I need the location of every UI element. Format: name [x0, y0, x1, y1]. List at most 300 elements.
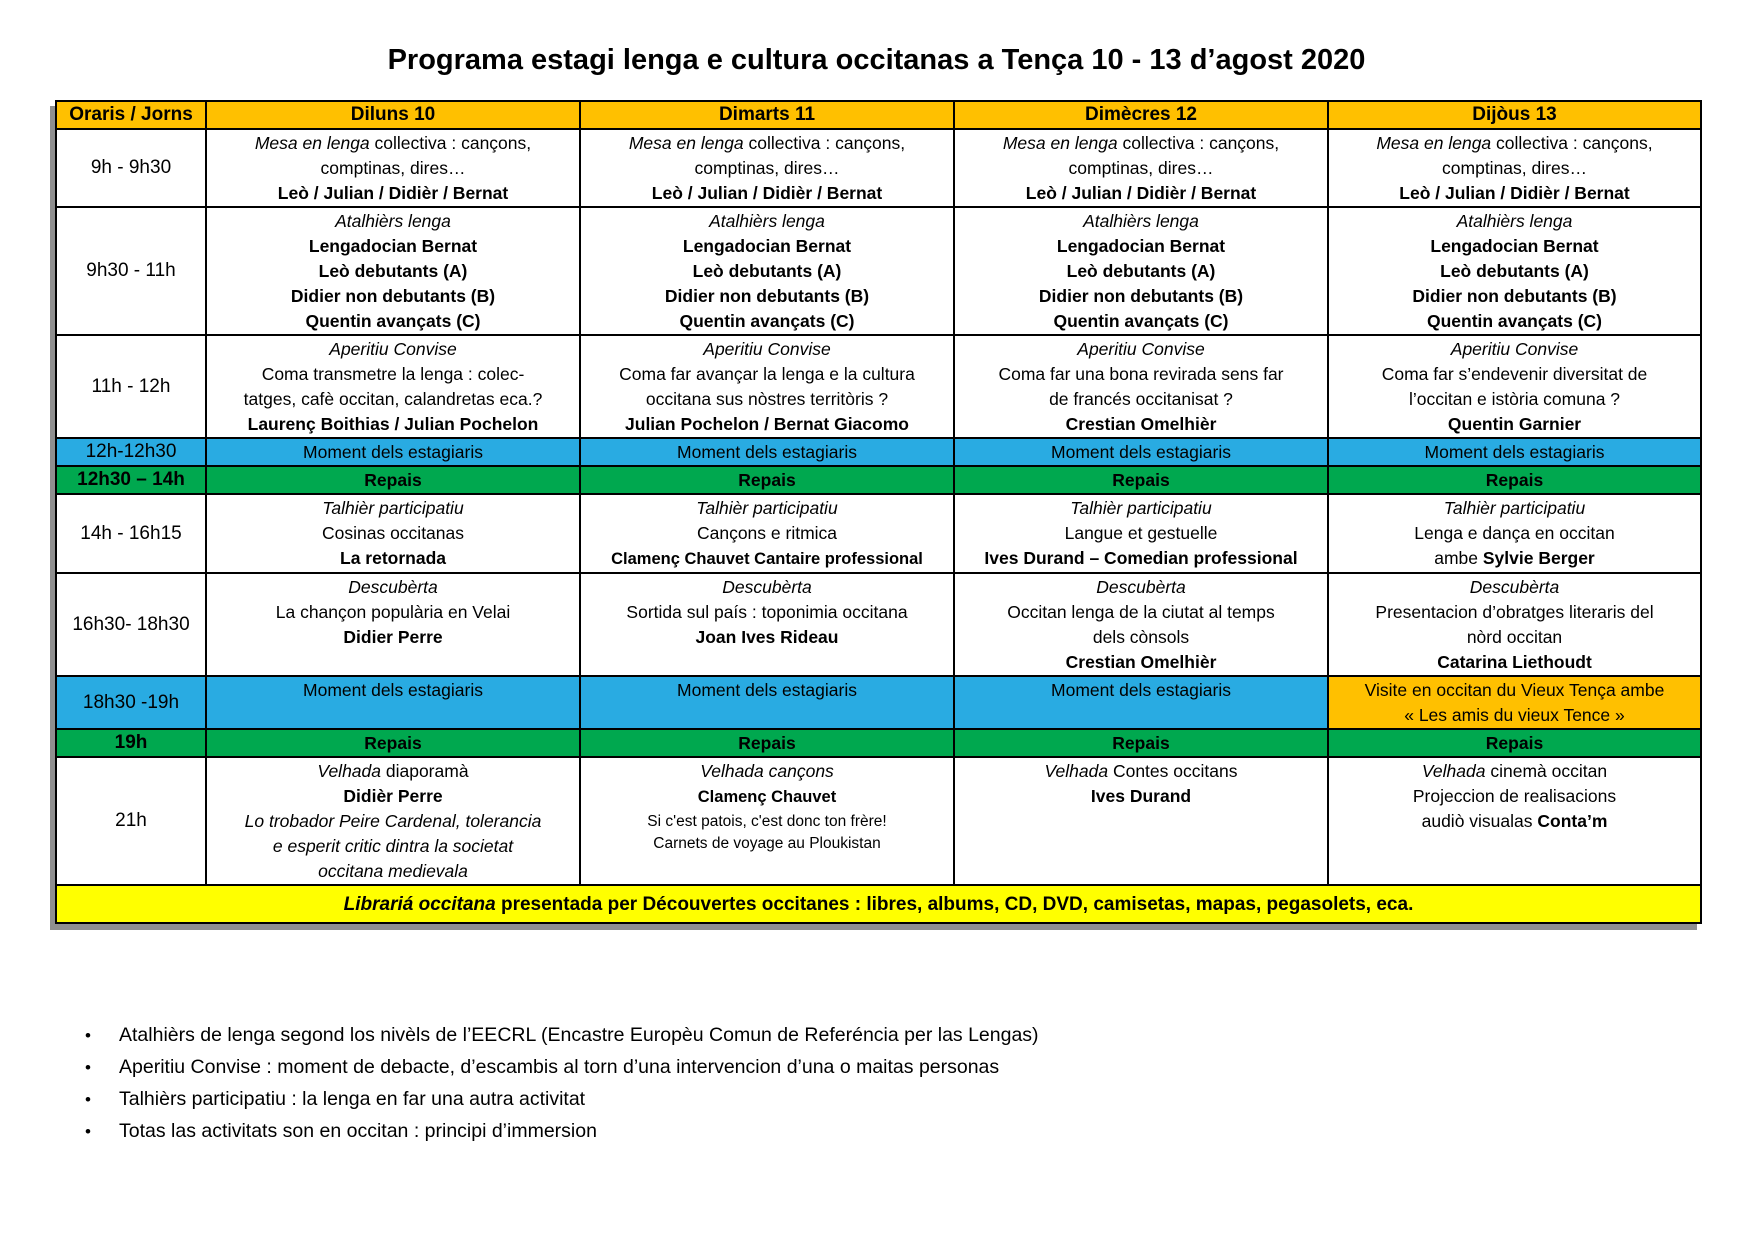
schedule-cell: [954, 757, 1328, 885]
schedule-row: [56, 335, 1701, 438]
cell-line: [1331, 784, 1698, 809]
cell-line: [957, 784, 1325, 809]
text-run: Lengadocian Bernat: [308, 236, 478, 256]
text-run: Coma far una bona revirada sens far: [998, 364, 1284, 384]
time-cell: 16h30- 18h30: [56, 573, 206, 676]
text-run: collectiva : cançons,: [369, 133, 532, 153]
note-item: [75, 1056, 1039, 1079]
cell-line: [1331, 546, 1698, 571]
time-cell: 18h30 -19h: [56, 676, 206, 729]
cell-line: [957, 337, 1325, 362]
cell-line: [957, 575, 1325, 600]
schedule-cell: [580, 676, 954, 729]
text-run: Repais: [364, 733, 422, 753]
schedule-cell: [206, 129, 580, 207]
cell-line: [209, 362, 577, 387]
text-run: Quentin avançats (C): [305, 311, 481, 331]
note-item: [75, 1088, 1039, 1111]
cell-line: [1331, 625, 1698, 650]
text-run: Repais: [1112, 733, 1170, 753]
text-run: Mesa en lenga: [628, 133, 744, 153]
time-cell: 11h - 12h: [56, 335, 206, 438]
schedule-cell: [1328, 676, 1701, 729]
cell-line: [583, 810, 951, 832]
text-run: Coma transmetre la lenga : colec-: [261, 364, 525, 384]
schedule-cell: [206, 466, 580, 494]
schedule-cell: [580, 757, 954, 885]
text-run: Atalhièrs lenga: [1456, 211, 1573, 231]
text-run: collectiva : cançons,: [1491, 133, 1653, 153]
schedule-cell: [954, 494, 1328, 573]
schedule-row: [56, 757, 1701, 885]
cell-line: [957, 678, 1325, 703]
cell-line: [1331, 181, 1698, 206]
cell-line: [209, 678, 577, 703]
cell-line: [583, 234, 951, 259]
text-run: presentada per Découvertes occitanes : libres, albums, CD, DVD, camisetas, mapas, pegasolets, eca.: [495, 893, 1414, 915]
cell-line: [957, 284, 1325, 309]
cell-line: [957, 234, 1325, 259]
text-run: La retornada: [340, 548, 446, 568]
text-run: Leò / Julian / Didièr / Bernat: [277, 183, 509, 203]
text-run: Lengadocian Bernat: [682, 236, 852, 256]
text-run: Leò / Julian / Didièr / Bernat: [651, 183, 883, 203]
schedule-row: [56, 729, 1701, 757]
cell-line: [209, 759, 577, 784]
text-run: Velhada cançons: [700, 761, 834, 781]
cell-line: [957, 440, 1325, 465]
time-cell: 12h30 – 14h: [56, 466, 206, 494]
cell-line: [957, 131, 1325, 156]
schedule-cell: [954, 207, 1328, 335]
time-cell: 12h-12h30: [56, 438, 206, 466]
cell-line: [583, 131, 951, 156]
text-run: ambe: [1434, 548, 1483, 568]
text-run: Leò debutants (A): [692, 261, 842, 281]
schedule-cell: [954, 676, 1328, 729]
column-header: Dimècres 12: [954, 101, 1328, 129]
cell-line: [957, 731, 1325, 756]
text-run: Aperitiu Convise: [1450, 339, 1579, 359]
text-run: Mesa en lenga: [1002, 133, 1118, 153]
text-run: Moment dels estagiaris: [1051, 680, 1231, 700]
text-run: comptinas, dires…: [1442, 158, 1587, 178]
cell-line: [583, 156, 951, 181]
schedule-cell: [1328, 573, 1701, 676]
text-run: Repais: [1112, 470, 1170, 490]
cell-line: [583, 337, 951, 362]
schedule-cell: [954, 466, 1328, 494]
text-run: Laurenç Boithias / Julian Pochelon: [247, 414, 539, 434]
text-run: Moment dels estagiaris: [1051, 442, 1231, 462]
text-run: Aperitiu Convise: [1077, 339, 1205, 359]
schedule-cell: [954, 335, 1328, 438]
text-run: Aperitiu Convise: [329, 339, 457, 359]
banner-row: [56, 885, 1701, 923]
header-row: [56, 101, 1701, 129]
text-run: Si c'est patois, c'est donc ton frère!: [647, 813, 887, 830]
text-run: occitana medievala: [318, 861, 468, 881]
text-run: Ives Durand – Comedian professional: [984, 548, 1298, 568]
note-text: Aperitiu Convise : moment de debacte, d’escambis al torn d’una intervencion d’una o maitas personas: [119, 1056, 1000, 1078]
cell-line: [209, 784, 577, 809]
text-run: diaporamà: [381, 761, 469, 781]
library-banner: [56, 885, 1701, 923]
cell-line: [957, 259, 1325, 284]
text-run: Repais: [738, 470, 796, 490]
cell-line: [1331, 650, 1698, 675]
cell-line: [209, 309, 577, 334]
text-run: Carnets de voyage au Ploukistan: [653, 835, 881, 852]
cell-line: [1331, 521, 1698, 546]
text-run: de francés occitanisat ?: [1049, 389, 1233, 409]
schedule-cell: [580, 207, 954, 335]
schedule-cell: [580, 466, 954, 494]
text-run: Lo trobador Peire Cardenal, tolerancia: [244, 811, 542, 831]
cell-line: [957, 625, 1325, 650]
schedule-cell: [1328, 729, 1701, 757]
text-run: l’occitan e istòria comuna ?: [1408, 389, 1621, 409]
schedule-row: [56, 466, 1701, 494]
cell-line: [583, 387, 951, 412]
text-run: Descubèrta: [722, 577, 812, 597]
text-run: Coma far avançar la lenga e la cultura: [619, 364, 915, 384]
text-run: cinemà occitan: [1485, 761, 1608, 781]
cell-line: [209, 575, 577, 600]
cell-line: [1331, 496, 1698, 521]
cell-line: [957, 468, 1325, 493]
text-run: Clamenç Chauvet Cantaire professional: [611, 550, 923, 568]
text-run: Leò debutants (A): [1066, 261, 1216, 281]
schedule-cell: [954, 729, 1328, 757]
text-run: Quentin avançats (C): [1053, 311, 1229, 331]
text-run: Quentin avançats (C): [1426, 311, 1603, 331]
cell-line: [1331, 440, 1698, 465]
schedule-cell: [206, 676, 580, 729]
time-cell: 9h - 9h30: [56, 129, 206, 207]
text-run: Leò debutants (A): [1440, 261, 1589, 281]
cell-line: [209, 521, 577, 546]
text-run: Talhièr participatiu: [1070, 498, 1212, 518]
cell-line: [209, 834, 577, 859]
cell-line: [209, 259, 577, 284]
cell-line: [209, 387, 577, 412]
schedule-cell: [1328, 466, 1701, 494]
document-title: Programa estagi lenga e cultura occitanas a Tença 10 - 13 d’agost 2020: [387, 44, 1366, 76]
text-run: Aperitiu Convise: [703, 339, 831, 359]
schedule-cell: [954, 129, 1328, 207]
bullet-icon: [75, 1120, 119, 1143]
text-run: Crestian Omelhièr: [1065, 414, 1217, 434]
text-run: Moment dels estagiaris: [677, 680, 857, 700]
corner-header: Oraris / Jorns: [56, 101, 206, 129]
schedule-cell: [580, 573, 954, 676]
note-text: Atalhièrs de lenga segond los nivèls de l’EECRL (Encastre Europèu Comun de Referéncia per las Lengas): [119, 1024, 1039, 1046]
schedule-row: [56, 676, 1701, 729]
text-run: Presentacion d’obratges literaris del: [1375, 602, 1654, 622]
schedule-row: [56, 494, 1701, 573]
text-run: Moment dels estagiaris: [1424, 442, 1605, 462]
text-run: Didier non debutants (B): [664, 286, 870, 306]
text-run: Repais: [1485, 733, 1544, 753]
text-run: Velhada: [1421, 761, 1486, 781]
cell-line: [957, 412, 1325, 437]
schedule-cell: [954, 438, 1328, 466]
text-run: audiò visualas: [1421, 811, 1538, 831]
cell-line: [957, 496, 1325, 521]
cell-line: [209, 412, 577, 437]
cell-line: [209, 284, 577, 309]
cell-line: [209, 731, 577, 756]
schedule-cell: [1328, 438, 1701, 466]
text-run: Atalhièrs lenga: [709, 211, 825, 231]
cell-line: [583, 362, 951, 387]
cell-line: [209, 337, 577, 362]
cell-line: [583, 209, 951, 234]
schedule-cell: [580, 438, 954, 466]
cell-line: [957, 387, 1325, 412]
cell-line: [957, 521, 1325, 546]
text-run: Talhièr participatiu: [1443, 498, 1586, 518]
cell-line: [209, 181, 577, 206]
column-header: Dijòus 13: [1328, 101, 1701, 129]
time-cell: 19h: [56, 729, 206, 757]
text-run: e esperit critic dintra la societat: [272, 836, 514, 856]
bullet-icon: [75, 1056, 119, 1079]
bullet-icon: [75, 1088, 119, 1111]
text-run: Moment dels estagiaris: [303, 680, 483, 700]
text-run: Velhada: [1044, 761, 1109, 781]
cell-line: [583, 440, 951, 465]
schedule-cell: [206, 729, 580, 757]
text-run: Leò / Julian / Didièr / Bernat: [1399, 183, 1630, 203]
text-run: Librariá occitana: [343, 893, 496, 915]
cell-line: [583, 521, 951, 546]
cell-line: [209, 468, 577, 493]
text-run: Lenga e dança en occitan: [1414, 523, 1615, 543]
text-run: Leò / Julian / Didièr / Bernat: [1025, 183, 1257, 203]
cell-line: [1331, 412, 1698, 437]
text-run: Atalhièrs lenga: [335, 211, 451, 231]
cell-line: [583, 575, 951, 600]
cell-line: [1331, 337, 1698, 362]
text-run: Ives Durand: [1090, 786, 1192, 806]
text-run: Didier non debutants (B): [290, 286, 496, 306]
cell-line: [1331, 468, 1698, 493]
text-run: comptinas, dires…: [320, 158, 466, 178]
text-run: Lengadocian Bernat: [1430, 236, 1599, 256]
schedule-row: [56, 573, 1701, 676]
schedule-cell: [206, 335, 580, 438]
text-run: « Les amis du vieux Tence »: [1404, 705, 1625, 725]
cell-line: [209, 546, 577, 571]
cell-line: [1331, 131, 1698, 156]
time-cell: 9h30 - 11h: [56, 207, 206, 335]
text-run: Julian Pochelon / Bernat Giacomo: [625, 414, 909, 434]
cell-line: [209, 234, 577, 259]
note-item: [75, 1024, 1039, 1047]
cell-line: [957, 209, 1325, 234]
text-run: Joan Ives Rideau: [695, 627, 839, 647]
cell-line: [957, 362, 1325, 387]
cell-line: [583, 784, 951, 810]
cell-line: [1331, 731, 1698, 756]
schedule-cell: [206, 438, 580, 466]
bullet-icon: [75, 1024, 119, 1047]
text-run: Quentin Garnier: [1447, 414, 1582, 434]
text-run: Repais: [738, 733, 796, 753]
text-run: Didièr Perre: [343, 786, 443, 806]
cell-line: [1331, 156, 1698, 181]
schedule-table: [55, 100, 1702, 924]
schedule-row: [56, 438, 1701, 466]
cell-line: [583, 600, 951, 625]
cell-line: [57, 892, 1700, 917]
schedule-cell: [1328, 207, 1701, 335]
cell-line: [209, 809, 577, 834]
text-run: Quentin avançats (C): [679, 311, 855, 331]
text-run: Visite en occitan du Vieux Tença ambe: [1364, 680, 1665, 700]
text-run: Mesa en lenga: [1376, 133, 1492, 153]
note-text: Totas las activitats son en occitan : principi d’immersion: [119, 1120, 597, 1142]
cell-line: [583, 181, 951, 206]
cell-line: [1331, 759, 1698, 784]
cell-line: [209, 440, 577, 465]
cell-line: [583, 678, 951, 703]
cell-line: [1331, 259, 1698, 284]
schedule-cell: [206, 207, 580, 335]
text-run: La chançon populària en Velai: [275, 602, 511, 622]
text-run: Cosinas occitanas: [321, 523, 465, 543]
text-run: Atalhièrs lenga: [1083, 211, 1199, 231]
column-header: Dimarts 11: [580, 101, 954, 129]
note-text: Talhièrs participatiu : la lenga en far una autra activitat: [119, 1088, 586, 1110]
schedule-cell: [954, 573, 1328, 676]
text-run: occitana sus nòstres territòris ?: [645, 389, 889, 409]
cell-line: [957, 600, 1325, 625]
cell-line: [957, 181, 1325, 206]
cell-line: [583, 731, 951, 756]
cell-line: [583, 259, 951, 284]
time-cell: 21h: [56, 757, 206, 885]
cell-line: [1331, 209, 1698, 234]
column-header: Diluns 10: [206, 101, 580, 129]
text-run: Didier non debutants (B): [1412, 286, 1617, 306]
cell-line: [583, 546, 951, 572]
text-run: Moment dels estagiaris: [303, 442, 483, 462]
text-run: Talhièr participatiu: [322, 498, 464, 518]
text-run: nòrd occitan: [1466, 627, 1563, 647]
text-run: Leò debutants (A): [318, 261, 468, 281]
note-item: [75, 1120, 1039, 1143]
text-run: Coma far s’endevenir diversitat de: [1381, 364, 1648, 384]
cell-line: [1331, 703, 1698, 728]
text-run: Velhada: [317, 761, 381, 781]
cell-line: [957, 156, 1325, 181]
text-run: tatges, cafè occitan, calandretas eca.?: [243, 389, 543, 409]
text-run: Conta’m: [1537, 811, 1608, 831]
cell-line: [583, 309, 951, 334]
text-run: Clamenç Chauvet: [697, 788, 837, 806]
text-run: Didier Perre: [343, 627, 443, 647]
text-run: Cançons e ritmica: [696, 523, 838, 543]
text-run: Moment dels estagiaris: [677, 442, 857, 462]
cell-line: [1331, 387, 1698, 412]
text-run: Repais: [1485, 470, 1544, 490]
cell-line: [583, 759, 951, 784]
text-run: comptinas, dires…: [694, 158, 840, 178]
schedule-cell: [580, 335, 954, 438]
cell-line: [1331, 284, 1698, 309]
cell-line: [209, 625, 577, 650]
cell-line: [583, 496, 951, 521]
cell-line: [1331, 362, 1698, 387]
text-run: Descubèrta: [1096, 577, 1186, 597]
schedule-row: [56, 207, 1701, 335]
cell-line: [583, 412, 951, 437]
text-run: Descubèrta: [1469, 577, 1560, 597]
cell-line: [1331, 600, 1698, 625]
schedule-row: [56, 129, 1701, 207]
cell-line: [957, 309, 1325, 334]
cell-line: [957, 759, 1325, 784]
text-run: Crestian Omelhièr: [1065, 652, 1217, 672]
text-run: Lengadocian Bernat: [1056, 236, 1226, 256]
text-run: Descubèrta: [348, 577, 438, 597]
schedule-cell: [206, 757, 580, 885]
cell-line: [209, 131, 577, 156]
cell-line: [1331, 234, 1698, 259]
text-run: collectiva : cançons,: [743, 133, 906, 153]
text-run: Mesa en lenga: [254, 133, 370, 153]
text-run: Sortida sul país : toponimia occitana: [626, 602, 908, 622]
schedule-cell: [1328, 335, 1701, 438]
schedule-cell: [580, 494, 954, 573]
cell-line: [209, 859, 577, 884]
schedule-cell: [580, 129, 954, 207]
schedule-cell: [1328, 494, 1701, 573]
text-run: Contes occitans: [1108, 761, 1238, 781]
time-cell: 14h - 16h15: [56, 494, 206, 573]
cell-line: [1331, 678, 1698, 703]
schedule-cell: [1328, 129, 1701, 207]
text-run: Repais: [364, 470, 422, 490]
text-run: Didier non debutants (B): [1038, 286, 1244, 306]
cell-line: [209, 600, 577, 625]
cell-line: [209, 209, 577, 234]
cell-line: [957, 546, 1325, 571]
cell-line: [583, 468, 951, 493]
text-run: Talhièr participatiu: [696, 498, 838, 518]
text-run: comptinas, dires…: [1068, 158, 1214, 178]
text-run: Occitan lenga de la ciutat al temps: [1007, 602, 1275, 622]
text-run: Sylvie Berger: [1482, 548, 1595, 568]
cell-line: [1331, 309, 1698, 334]
text-run: Catarina Liethoudt: [1437, 652, 1592, 672]
schedule-cell: [206, 494, 580, 573]
cell-line: [1331, 575, 1698, 600]
cell-line: [583, 625, 951, 650]
cell-line: [957, 650, 1325, 675]
schedule-cell: [580, 729, 954, 757]
cell-line: [583, 832, 951, 854]
text-run: Projeccion de realisacions: [1412, 786, 1617, 806]
text-run: dels cònsols: [1092, 627, 1190, 647]
text-run: Langue et gestuelle: [1064, 523, 1218, 543]
cell-line: [583, 284, 951, 309]
cell-line: [209, 496, 577, 521]
cell-line: [1331, 809, 1698, 834]
